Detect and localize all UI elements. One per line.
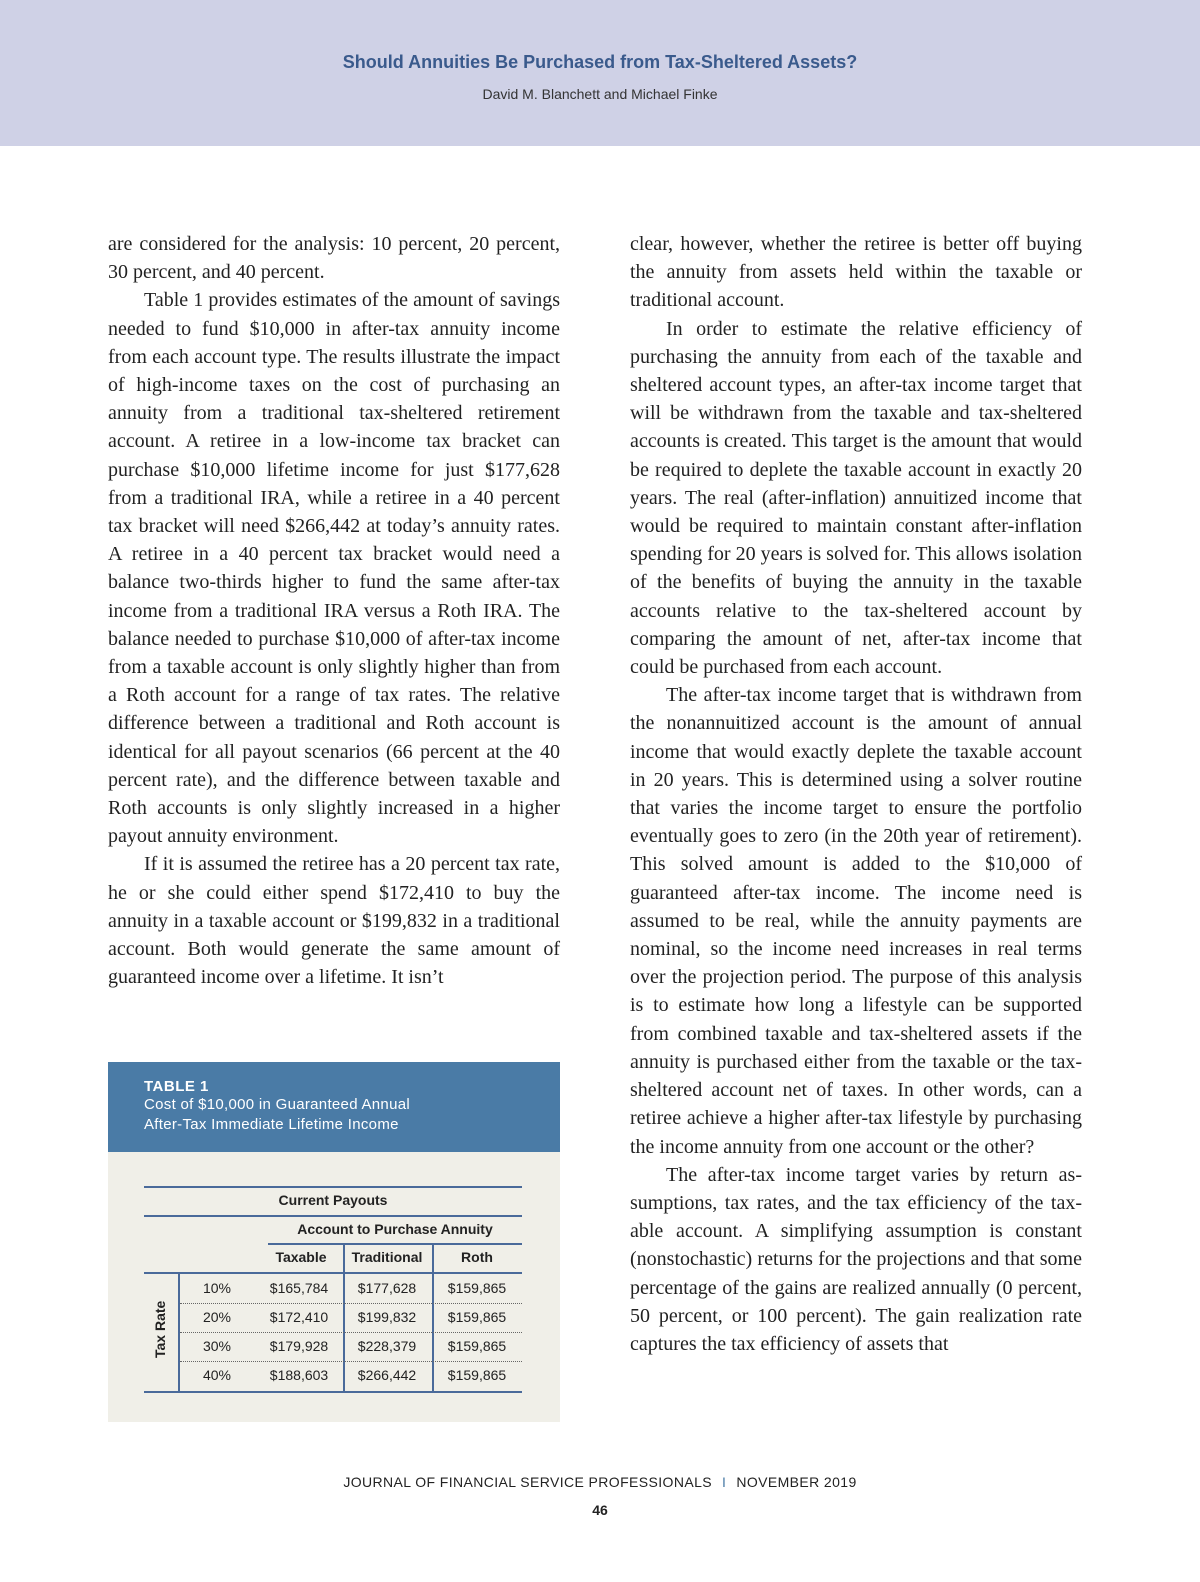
article-title: Should Annuities Be Purchased from Tax-Sheltered Assets? [342,52,858,72]
row-traditional: $266,442 [357,1367,417,1383]
row-taxable: $165,784 [269,1280,329,1296]
paragraph: In order to estimate the relative efficiency of purchasing the annuity from each of the taxable and sheltered account types, an after-tax income target that will be withdrawn from the taxable and tax-sheltered accounts is created. This target is the amount that would be required to deplete the taxable account in exactly 20 years. The real (after-inflation) annuitized income that would be required to maintain constant after-inflation spending for 20 years is solved for. This allows isolation of the benefits of buying the annuity in the taxable accounts relative to the tax-sheltered account by comparing the amount of net, after-tax income that could be purchased from each account. [630,317,1082,679]
table-caption-line: Cost of $10,000 in Guaranteed Annual [144,1096,410,1113]
article-authors: David M. Blanchett and Michael Finke [482,86,718,102]
paragraph: Table 1 provides estimates of the amount of savings needed to fund $10,000 in after-tax annuity income from each account type. The results illustrate the impact of high-income taxes on the cost of purchasing an annuity from a traditional tax-sheltered retirement account. A retiree in a low-income tax bracket can purchase $10,000 lifetime income for just $177,628 from a traditional IRA, while a retiree in a 40 percent tax bracket will need $266,442 at today’s annuity rates. A retiree in a 40 percent tax bracket would need a balance two-thirds higher to fund the same after-tax income from a traditional IRA versus a Roth IRA. The balance needed to purchase $10,000 of after-tax income from a taxable account is only slightly higher than from a Roth account for a range of tax rates. The relative difference between a traditional and Roth account is identical for all payout scenarios (66 percent at the 40 percent rate), and the difference between taxable and Roth accounts is only slightly increased in a higher payout annuity environment. [108,289,560,848]
journal-name: JOURNAL OF FINANCIAL SERVICE PROFESSIONALS [343,1474,713,1490]
table-caption-line: After-Tax Immediate Lifetime Income [144,1116,399,1133]
row-roth: $159,865 [447,1309,507,1325]
left-column [108,230,560,991]
header-traditional: Traditional [351,1249,423,1265]
row-rate: 10% [202,1280,232,1296]
paragraph: are considered for the analysis: 10 percent, 20 percent, 30 percent, and 40 percent. [108,233,560,284]
paragraph: The after-tax income target that is withdrawn from the nonannuitized account is the amount of annual income that would exactly deplete the taxable account in 20 years. This is determined using a solver routine that varies the income target to ensure the portfolio eventually goes to zero (in the 20th year of retirement). This solved amount is added to the $10,000 of guaranteed after-tax income. The income need is assumed to be real, while the annuity payments are nominal, so the income need increases in real terms over the projection period. The purpose of this analysis is to estimate how long a lifestyle can be supported from combined taxable and tax-sheltered assets if the annuity is purchased either from the taxable or the tax-sheltered account net of taxes. In other words, can a retiree achieve a higher after-tax lifestyle by purchasing the income annuity from one account or the other? [630,684,1082,1158]
row-roth: $159,865 [447,1367,507,1383]
table-label: TABLE 1 [144,1078,209,1095]
issue-date: NOVEMBER 2019 [736,1474,857,1490]
header-account: Account to Purchase Annuity [297,1221,493,1237]
page-number: 46 [592,1502,608,1518]
row-roth: $159,865 [447,1338,507,1354]
row-traditional: $199,832 [357,1309,417,1325]
row-rate: 20% [202,1309,232,1325]
paragraph: The after-tax income target varies by return assumptions, tax rates, and the tax efficiency of the taxable account. A simplifying assumption is constant (nonstochastic) returns for the projections and that some percentage of the gains are realized annually (0 percent, 50 percent, or 100 percent). The gain realization rate captures the tax efficiency of assets that [630,1163,1082,1355]
row-roth: $159,865 [447,1280,507,1296]
row-traditional: $228,379 [357,1338,417,1354]
table-caption [108,1062,560,1152]
tax-rate-axis-label: Tax Rate [152,1300,168,1358]
right-column [630,230,1082,1358]
header-taxable: Taxable [275,1249,327,1265]
footer-separator: I [722,1474,727,1490]
row-taxable: $172,410 [269,1309,329,1325]
table-rule [144,1391,522,1393]
row-rate: 30% [202,1338,232,1354]
header-current-payouts: Current Payouts [278,1192,388,1208]
row-taxable: $188,603 [269,1367,329,1383]
footer-journal [0,1474,1200,1490]
header-roth: Roth [461,1249,493,1265]
paragraph: If it is assumed the retiree has a 20 percent tax rate, he or she could either spend $172,410 to buy the annuity in a taxable account or $199,832 in a traditional account. Both would generate the same amount of guaranteed income over a lifetime. It isn’t [108,853,560,989]
table-1 [108,1062,560,1422]
row-taxable: $179,928 [269,1338,329,1354]
running-header [0,0,1200,146]
row-rate: 40% [202,1367,232,1383]
paragraph: clear, however, whether the retiree is better off buying the annuity from assets held within the taxable or traditional account. [630,233,1082,312]
row-traditional: $177,628 [357,1280,417,1296]
